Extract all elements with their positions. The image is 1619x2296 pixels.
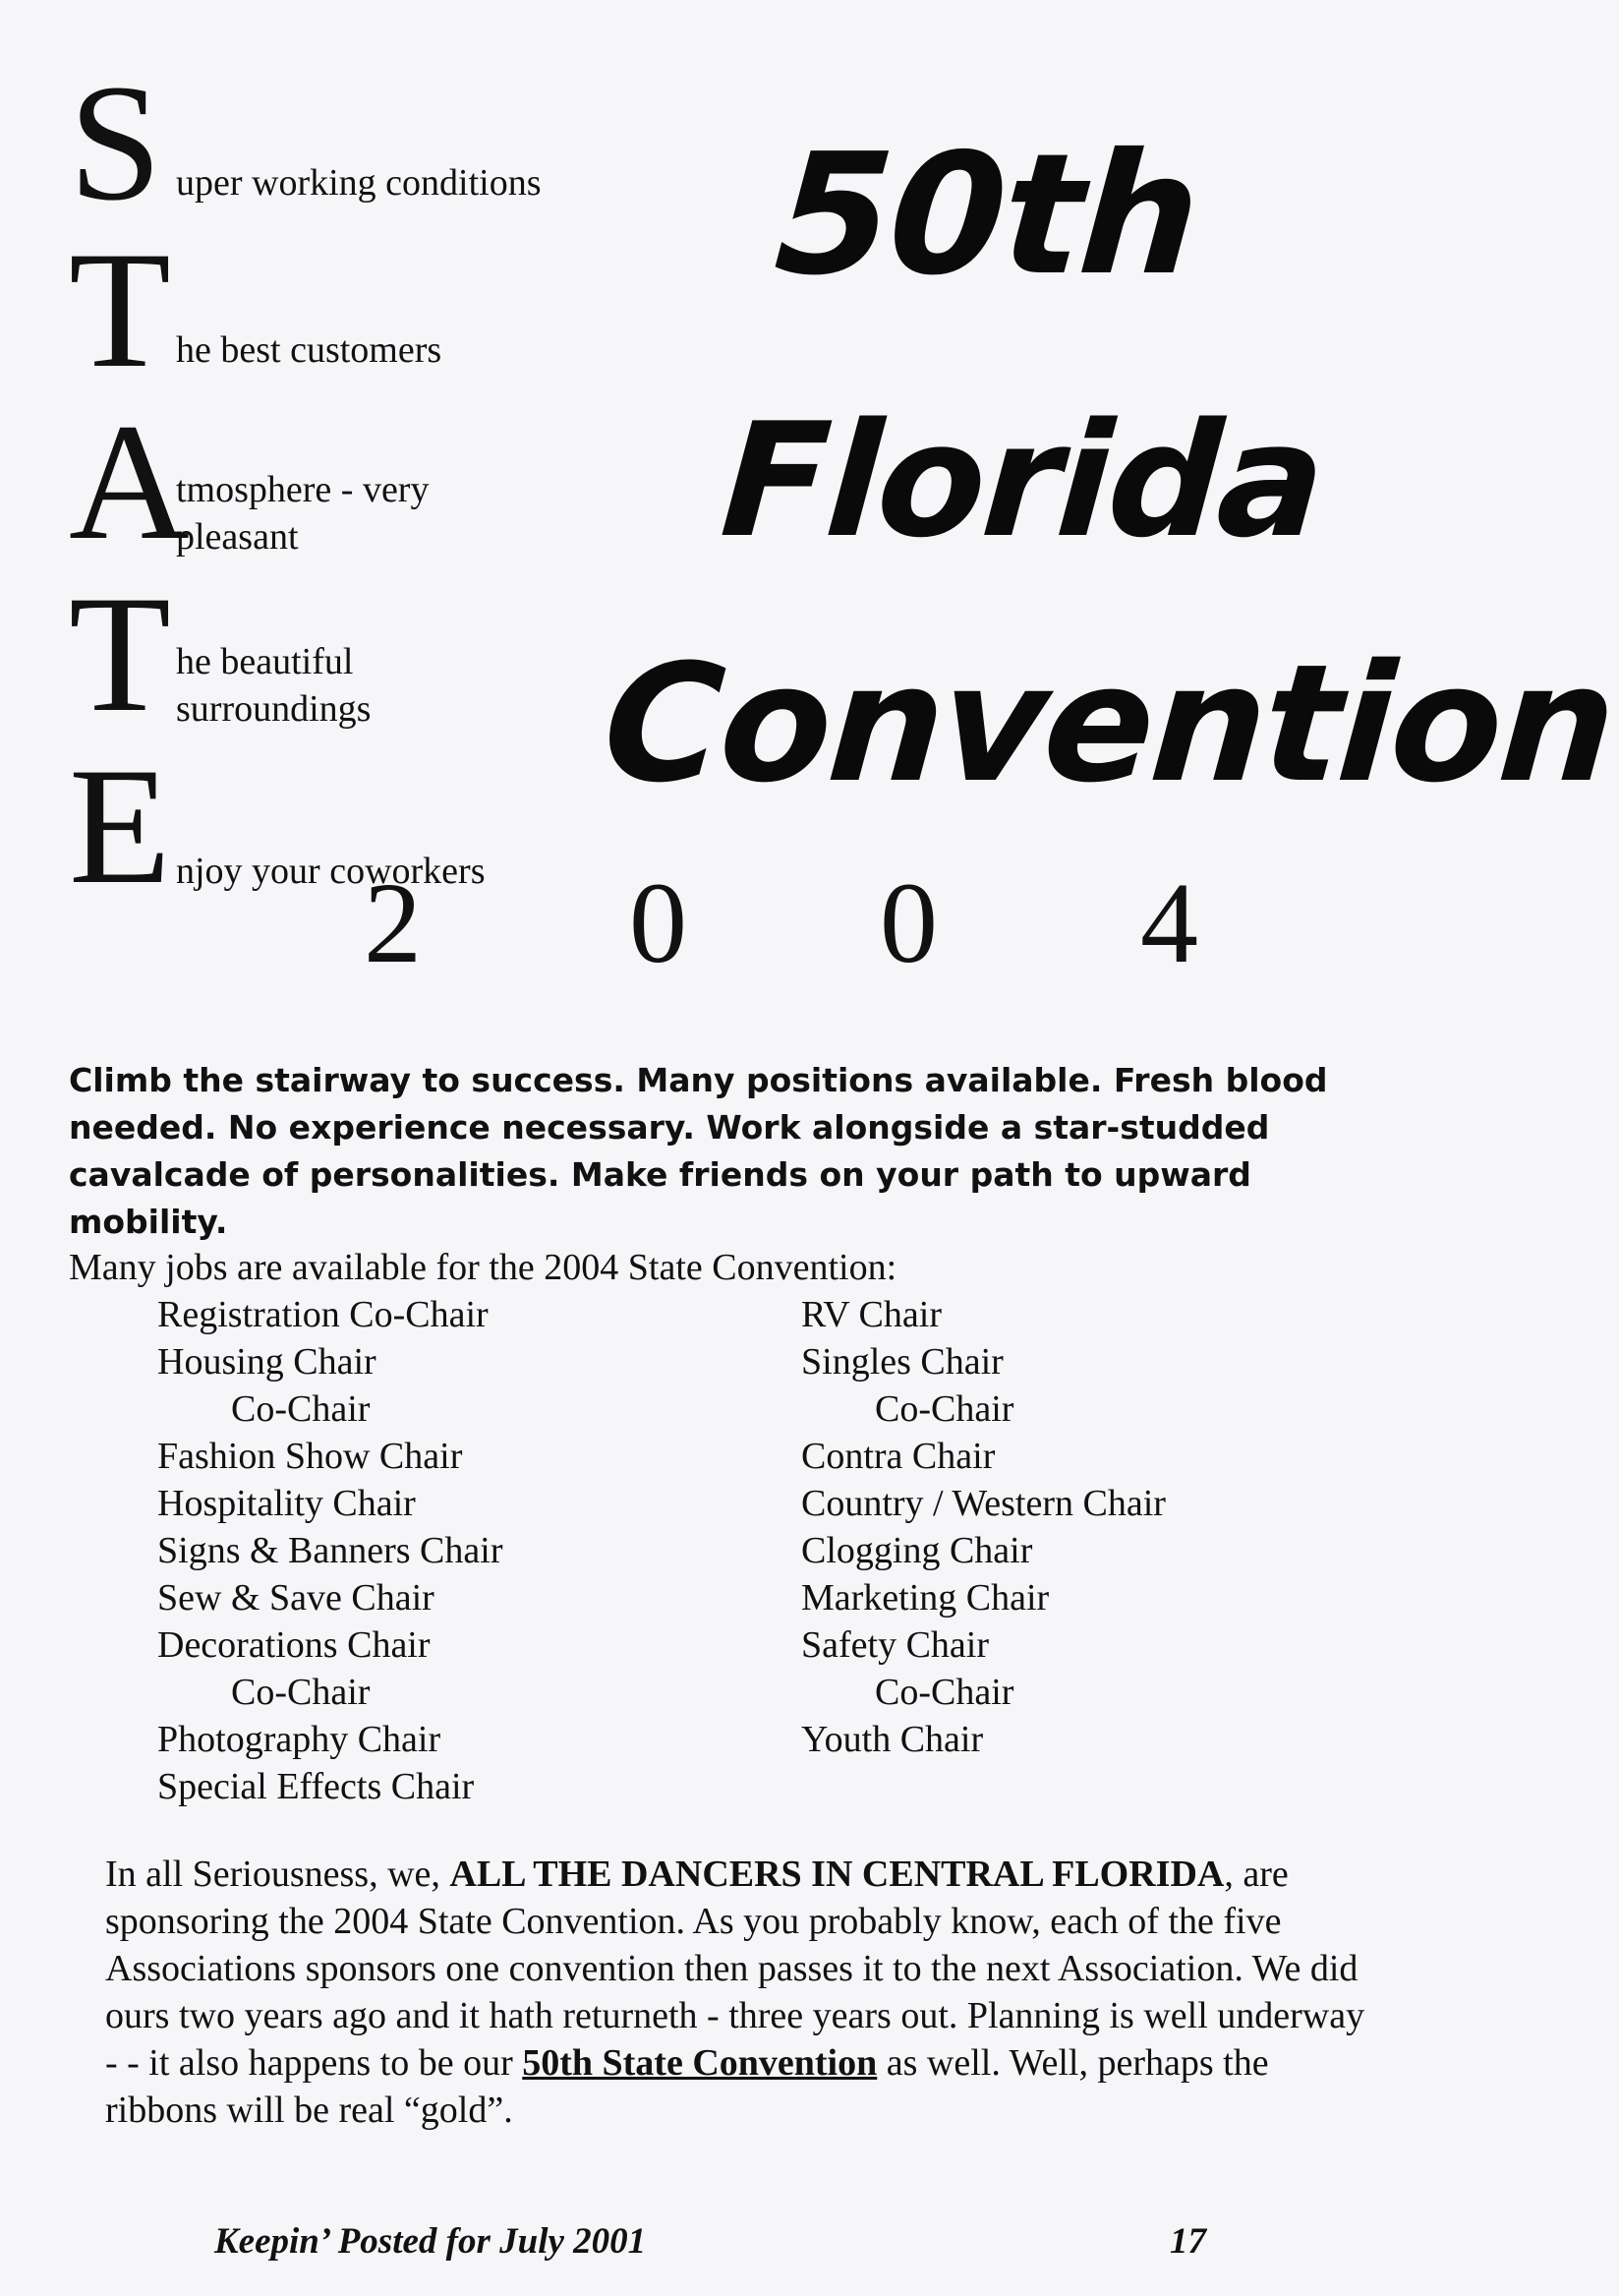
year-digit: 0 (880, 858, 938, 987)
acrostic-row-s (69, 50, 542, 235)
acrostic-text: he beautiful surroundings (176, 641, 372, 730)
job-item: Hospitality Chair (157, 1483, 416, 1524)
acrostic-row-a (69, 389, 471, 574)
title-line-convention: Convention (598, 629, 1619, 818)
acrostic-row-e (69, 734, 486, 918)
job-item: Special Effects Chair (157, 1766, 475, 1807)
acrostic-row-t2 (69, 561, 432, 746)
acrostic-letter: A (69, 389, 190, 574)
job-item: Decorations Chair (157, 1624, 431, 1666)
job-item: Photography Chair (157, 1719, 441, 1760)
job-item: Co-Chair (875, 1672, 1014, 1713)
title-line-50th: 50th (770, 118, 1203, 313)
jobs-intro: Many jobs are available for the 2004 State Convention: (69, 1247, 897, 1288)
job-item: RV Chair (801, 1294, 942, 1335)
footer-page-number: 17 (1170, 2221, 1206, 2262)
job-item: Signs & Banners Chair (157, 1530, 503, 1571)
job-item: Co-Chair (875, 1388, 1014, 1430)
job-item: Country / Western Chair (801, 1483, 1166, 1524)
body-paragraph (105, 1851, 1383, 2134)
year-digit: 0 (629, 858, 687, 987)
job-item: Contra Chair (801, 1436, 996, 1477)
job-item: Co-Chair (231, 1388, 371, 1430)
year-digit: 4 (1140, 858, 1198, 987)
acrostic-letter: T (69, 561, 171, 746)
job-item: Registration Co-Chair (157, 1294, 489, 1335)
job-item: Co-Chair (231, 1672, 371, 1713)
job-item: Marketing Chair (801, 1577, 1050, 1619)
acrostic-text: njoy your coworkers (176, 850, 486, 892)
acrostic-letter: S (69, 50, 162, 235)
year-digit: 2 (364, 858, 422, 987)
footer-publication: Keepin’ Posted for July 2001 (214, 2221, 647, 2262)
jobs-list-right (801, 1291, 1166, 1763)
body-emphasis: ALL THE DANCERS IN CENTRAL FLORIDA (449, 1854, 1225, 1895)
lead-paragraph: Climb the stairway to success. Many positions available. Fresh blood needed. No experience necessary. Work alongside a star-studded cavalcade of personalities. Make friends on your path to upward mobility. (69, 1061, 1328, 1241)
job-item: Youth Chair (801, 1719, 984, 1760)
body-text: as well. Well, perhaps the ribbons will be real “gold”. (105, 2042, 1269, 2131)
body-underlined: 50th State Convention (522, 2042, 878, 2084)
body-text: In all Seriousness, we, (105, 1854, 450, 1895)
acrostic-letter: T (69, 217, 171, 402)
acrostic-row-t1 (69, 217, 442, 402)
body-text: , are sponsoring the 2004 State Convention. As you probably know, each of the five Associations sponsors one convention then passes it to the next Association. We did ours two years ago and it hath returneth - three years out. Planning is well underway - - it also happens to be our (105, 1854, 1365, 2084)
acrostic-text: uper working conditions (176, 161, 542, 204)
acrostic-letter: E (69, 734, 171, 918)
job-item: Singles Chair (801, 1341, 1004, 1383)
job-item: Fashion Show Chair (157, 1436, 463, 1477)
jobs-list-left (157, 1291, 502, 1810)
job-item: Sew & Save Chair (157, 1577, 434, 1619)
acrostic-text: tmosphere - very pleasant (176, 469, 430, 558)
job-item: Housing Chair (157, 1341, 376, 1383)
job-item: Safety Chair (801, 1624, 990, 1666)
job-item: Clogging Chair (801, 1530, 1033, 1571)
acrostic-text: he best customers (176, 328, 442, 371)
title-line-florida: Florida (716, 388, 1328, 572)
